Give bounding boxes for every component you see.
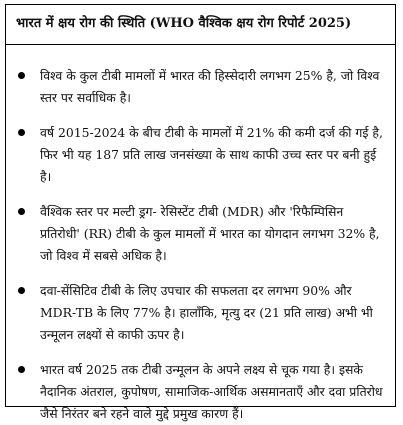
list-item (18, 359, 385, 425)
box-title: भारत में क्षय रोग की स्थिति (WHO वैश्विक क्षय रोग रिपोर्ट 2025) (6, 5, 395, 45)
list-item (18, 201, 385, 267)
bullet-icon (18, 208, 25, 215)
list-item (18, 122, 385, 188)
bullet-list (6, 45, 395, 425)
list-item (18, 280, 385, 346)
list-item-text: वैश्विक स्तर पर मल्टी ड्रग- रेसिस्टेंट टीबी (MDR) और 'रिफैम्पिसिन प्रतिरोधी' (RR) टीबी के कुल मामलों में भारत का योगदान लगभग 32% है, जो विश्व में सबसे अधिक है। (40, 204, 380, 263)
bullet-icon (18, 287, 25, 294)
bullet-icon (18, 366, 25, 373)
bullet-icon (18, 72, 25, 79)
bullet-icon (18, 129, 25, 136)
list-item-text: वर्ष 2015-2024 के बीच टीबी के मामलों में 21% की कमी दर्ज की गई है, फिर भी यह 187 प्रति लाख जनसंख्या के साथ काफी उच्च स्तर पर बनी हुई है। (40, 125, 383, 184)
list-item-text: विश्व के कुल टीबी मामलों में भारत की हिस्सेदारी लगभग 25% है, जो विश्व स्तर पर सर्वाधिक है। (40, 68, 380, 105)
info-box (5, 4, 396, 421)
list-item-text: भारत वर्ष 2025 तक टीबी उन्मूलन के अपने लक्ष्य से चूक गया है। इसके नैदानिक अंतराल, कुपोषण, सामाजिक-आर्थिक असमानताएँ और दवा प्रतिरोध जैसे निरंतर बने रहने वाले मुद्दे प्रमुख कारण हैं। (40, 362, 383, 421)
list-item (18, 65, 385, 109)
list-item-text: दवा-सेंसिटिव टीबी के लिए उपचार की सफलता दर लगभग 90% और MDR-TB के लिए 77% है। हालाँकि, मृत्यु दर (21 प्रति लाख) अभी भी उन्मूलन लक्ष्यों से काफी ऊपर है। (40, 283, 373, 342)
